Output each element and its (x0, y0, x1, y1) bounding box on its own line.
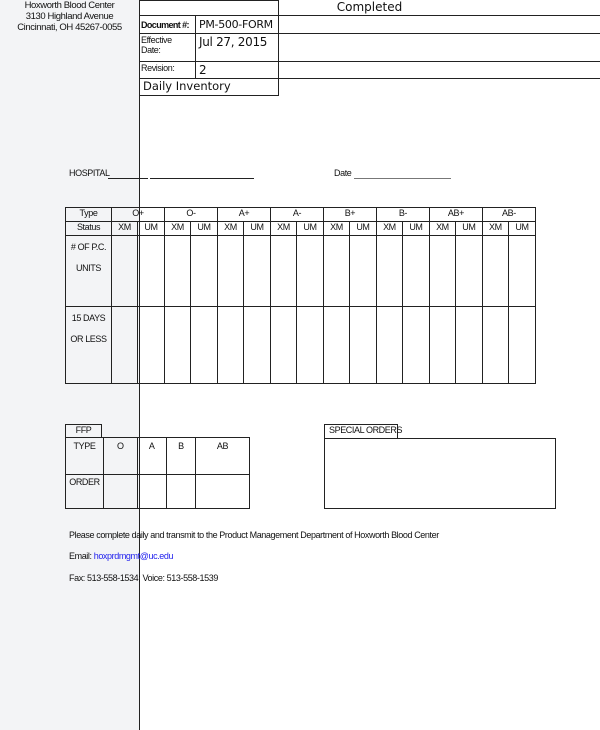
status-cell: Completed (139, 0, 600, 16)
inventory-cell[interactable] (429, 307, 455, 384)
phone-text: Fax: 513-558-1534; Voice: 513-558-1539 (69, 573, 218, 583)
inventory-cell[interactable] (112, 236, 138, 307)
inventory-cell[interactable] (323, 236, 349, 307)
form-title: Daily Inventory (143, 79, 231, 93)
revision-label: Revision: (139, 62, 196, 78)
ffp-label: FFP (65, 424, 102, 437)
hospital-field-1[interactable] (108, 178, 148, 179)
ffp-order-cell[interactable] (104, 475, 138, 509)
inventory-cell[interactable] (323, 307, 349, 384)
city: Cincinnati, OH 45267-0055 (17, 22, 122, 33)
blood-type-header: AB- (482, 208, 535, 222)
revision-row (139, 62, 600, 79)
inventory-cell[interactable] (164, 236, 190, 307)
inventory-cell[interactable] (138, 236, 165, 307)
inventory-cell[interactable] (217, 236, 243, 307)
inventory-cell[interactable] (270, 236, 296, 307)
document-header (0, 0, 403, 96)
date-label: Date (334, 168, 352, 178)
row-label (66, 307, 112, 384)
document-value: PM-500-FORM (199, 18, 273, 31)
inventory-cell[interactable] (349, 307, 376, 384)
special-orders-box[interactable] (324, 438, 556, 509)
blood-type-header: B- (376, 208, 429, 222)
status-um: UM (296, 222, 323, 236)
ffp-type-label: TYPE (66, 438, 104, 475)
inventory-cell[interactable] (402, 236, 429, 307)
status-header: Status (66, 222, 112, 236)
effective-row (139, 34, 600, 62)
inventory-cell[interactable] (138, 307, 165, 384)
inventory-table (65, 207, 536, 384)
inventory-cell[interactable] (508, 307, 535, 384)
row-label-line: 15 DAYS (71, 313, 106, 323)
row-label (66, 236, 112, 307)
inventory-cell[interactable] (191, 307, 218, 384)
revision-value: 2 (199, 63, 207, 77)
ffp-order-label: ORDER (66, 475, 104, 509)
blood-type-header: B+ (323, 208, 376, 222)
status-um: UM (455, 222, 482, 236)
ffp-order-cell[interactable] (166, 475, 195, 509)
inventory-cell[interactable] (217, 307, 243, 384)
status-um: UM (402, 222, 429, 236)
ffp-type-header: B (166, 438, 195, 475)
street: 3130 Highland Avenue (25, 11, 114, 22)
inventory-cell[interactable] (455, 236, 482, 307)
status-xm: XM (323, 222, 349, 236)
effective-value: Jul 27, 2015 (199, 35, 268, 49)
status-xm: XM (482, 222, 508, 236)
blood-type-header: O+ (112, 208, 165, 222)
special-orders-label: SPECIAL ORDERS (324, 424, 398, 438)
inventory-cell[interactable] (243, 307, 270, 384)
inventory-cell[interactable] (243, 236, 270, 307)
status-xm: XM (376, 222, 402, 236)
ffp-table (65, 437, 250, 509)
status-um: UM (349, 222, 376, 236)
status-um: UM (191, 222, 218, 236)
blood-type-header: A- (270, 208, 323, 222)
hospital-label: HOSPITAL (69, 168, 110, 178)
blood-type-header: O- (164, 208, 217, 222)
inventory-cell[interactable] (455, 307, 482, 384)
inventory-cell[interactable] (429, 236, 455, 307)
email-label: Email: (69, 551, 92, 561)
document-row (139, 16, 600, 34)
inventory-cell[interactable] (270, 307, 296, 384)
inventory-cell[interactable] (508, 236, 535, 307)
row-label-line: UNITS (75, 263, 101, 273)
instruction-text: Please complete daily and transmit to the Product Management Department of Hoxworth Blood Center (69, 530, 439, 540)
ffp-type-header: O (104, 438, 138, 475)
email-link[interactable]: hoxprdmgmt@uc.edu (93, 551, 174, 561)
hospital-field-2[interactable] (150, 178, 254, 179)
ffp-order-cell[interactable] (137, 475, 166, 509)
email-line (69, 551, 173, 561)
status-um: UM (243, 222, 270, 236)
status-xm: XM (112, 222, 138, 236)
row-label-line: # OF P.C. (70, 242, 107, 252)
type-header: Type (66, 208, 112, 222)
blood-type-header: AB+ (429, 208, 482, 222)
effective-label: Effective Date: (139, 34, 196, 61)
document-label: Document #: (139, 16, 196, 33)
inventory-cell[interactable] (349, 236, 376, 307)
inventory-cell[interactable] (402, 307, 429, 384)
status-um: UM (508, 222, 535, 236)
ffp-type-header: A (137, 438, 166, 475)
inventory-cell[interactable] (112, 307, 138, 384)
center-name: Hoxworth Blood Center (24, 0, 115, 11)
inventory-cell[interactable] (191, 236, 218, 307)
status-xm: XM (270, 222, 296, 236)
inventory-cell[interactable] (376, 307, 402, 384)
status-um: UM (138, 222, 165, 236)
inventory-cell[interactable] (482, 307, 508, 384)
date-field[interactable] (354, 178, 451, 179)
blood-type-header: A+ (217, 208, 270, 222)
status-xm: XM (429, 222, 455, 236)
inventory-cell[interactable] (482, 236, 508, 307)
inventory-cell[interactable] (296, 236, 323, 307)
inventory-cell[interactable] (376, 236, 402, 307)
inventory-cell[interactable] (164, 307, 190, 384)
row-label-line: OR LESS (70, 334, 107, 344)
ffp-type-header: AB (195, 438, 249, 475)
status-xm: XM (217, 222, 243, 236)
status-xm: XM (164, 222, 190, 236)
ffp-order-cell[interactable] (195, 475, 249, 509)
inventory-cell[interactable] (296, 307, 323, 384)
